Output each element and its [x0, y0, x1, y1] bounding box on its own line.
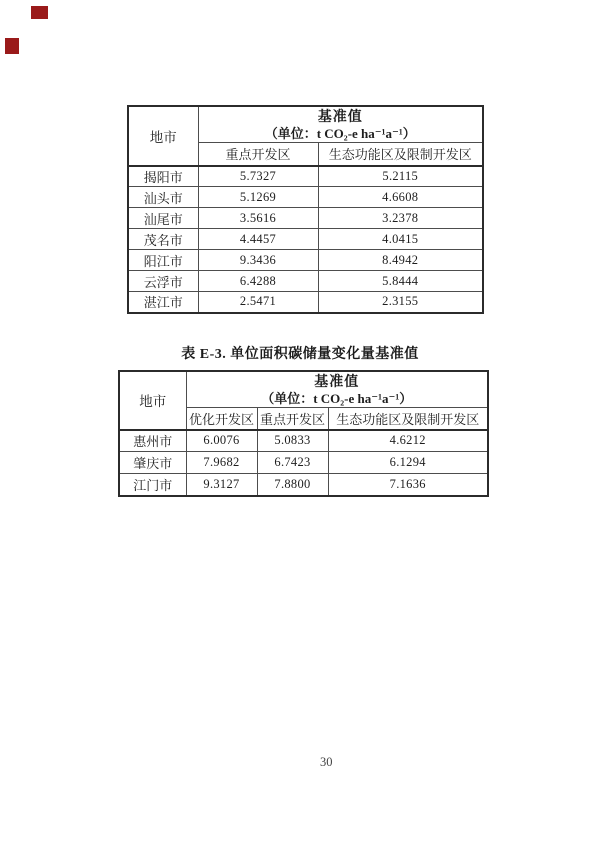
page-number: 30 — [320, 755, 333, 769]
city-cell: 云浮市 — [128, 271, 198, 292]
city-cell: 肇庆市 — [119, 452, 186, 474]
value-cell: 6.7423 — [257, 452, 328, 474]
value-cell: 6.1294 — [328, 452, 488, 474]
value-cell: 8.4942 — [318, 250, 483, 271]
value-cell: 2.3155 — [318, 292, 483, 313]
baseline-group-label: 基准值 — [317, 110, 363, 125]
column-header-city: 地市 — [119, 371, 186, 430]
value-cell: 7.9682 — [186, 452, 257, 474]
column-header-optimized-dev-zone: 优化开发区 — [186, 408, 257, 430]
baseline-table-top — [127, 105, 484, 314]
column-header-eco-restricted-zone: 生态功能区及限制开发区 — [328, 408, 488, 430]
table-row — [128, 166, 483, 187]
baseline-unit-label: （单位：t CO₂-e ha⁻¹a⁻¹） — [261, 391, 413, 406]
city-cell: 江门市 — [119, 474, 186, 496]
value-cell: 5.0833 — [257, 430, 328, 452]
table-row — [119, 452, 488, 474]
baseline-unit-label: （单位：t CO₂-e ha⁻¹a⁻¹） — [264, 126, 416, 141]
city-cell: 阳江市 — [128, 250, 198, 271]
red-scan-mark-2 — [5, 38, 19, 54]
city-cell: 茂名市 — [128, 229, 198, 250]
city-cell: 惠州市 — [119, 430, 186, 452]
value-cell: 2.5471 — [198, 292, 318, 313]
value-cell: 5.7327 — [198, 166, 318, 187]
value-cell: 4.6608 — [318, 187, 483, 208]
column-header-key-dev-zone: 重点开发区 — [257, 408, 328, 430]
column-header-baseline-group — [186, 371, 488, 408]
value-cell: 7.8800 — [257, 474, 328, 496]
table-header-row — [128, 106, 483, 143]
city-cell: 湛江市 — [128, 292, 198, 313]
column-header-city: 地市 — [128, 106, 198, 166]
table-row — [128, 187, 483, 208]
table-caption: 表 E-3. 单位面积碳储量变化量基准值 — [181, 347, 419, 362]
value-cell: 9.3127 — [186, 474, 257, 496]
value-cell: 6.0076 — [186, 430, 257, 452]
city-cell: 汕头市 — [128, 187, 198, 208]
value-cell: 3.5616 — [198, 208, 318, 229]
table-row — [128, 271, 483, 292]
table-row — [128, 292, 483, 313]
value-cell: 6.4288 — [198, 271, 318, 292]
table-header-row — [119, 371, 488, 408]
table-row — [128, 250, 483, 271]
table-row — [119, 430, 488, 452]
value-cell: 5.8444 — [318, 271, 483, 292]
baseline-table-e3 — [118, 370, 489, 497]
value-cell: 5.1269 — [198, 187, 318, 208]
value-cell: 4.4457 — [198, 229, 318, 250]
table-row — [128, 208, 483, 229]
column-header-eco-restricted-zone: 生态功能区及限制开发区 — [318, 143, 483, 166]
city-cell: 揭阳市 — [128, 166, 198, 187]
column-header-key-dev-zone: 重点开发区 — [198, 143, 318, 166]
value-cell: 9.3436 — [198, 250, 318, 271]
baseline-group-label: 基准值 — [314, 375, 360, 390]
value-cell: 4.6212 — [328, 430, 488, 452]
value-cell: 7.1636 — [328, 474, 488, 496]
value-cell: 4.0415 — [318, 229, 483, 250]
table-row — [128, 229, 483, 250]
value-cell: 3.2378 — [318, 208, 483, 229]
column-header-baseline-group — [198, 106, 483, 143]
value-cell: 5.2115 — [318, 166, 483, 187]
city-cell: 汕尾市 — [128, 208, 198, 229]
table-row — [119, 474, 488, 496]
red-scan-mark-1 — [31, 6, 48, 19]
